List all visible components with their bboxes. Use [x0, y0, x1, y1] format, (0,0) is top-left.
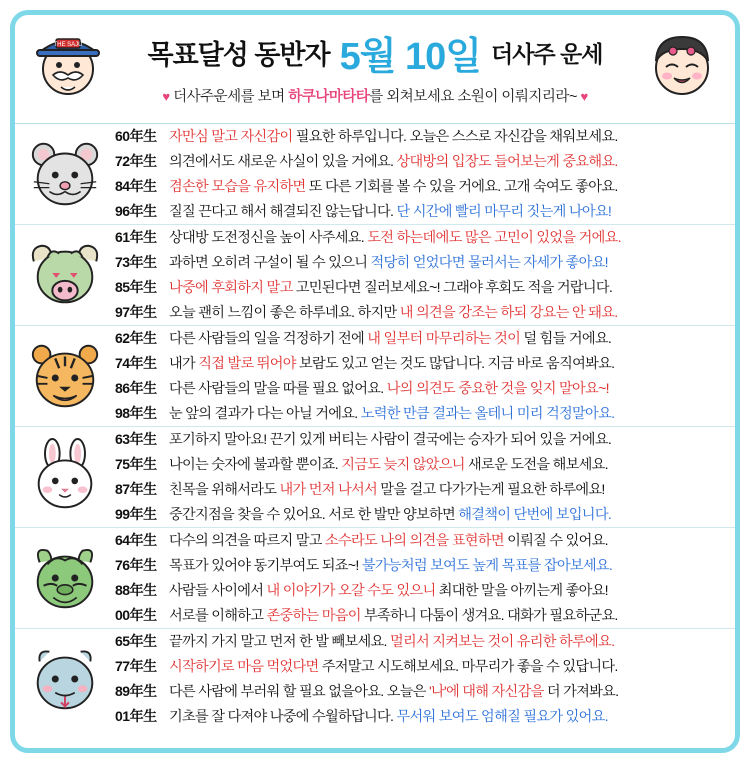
- fortune-line: [115, 275, 727, 300]
- heart-left-icon: ♥: [162, 89, 170, 104]
- brand-title: 더사주 운세: [490, 40, 603, 67]
- date-title: 5월 10일: [339, 35, 481, 78]
- page-title: 목표달성 동반자: [147, 39, 330, 70]
- rat-icon: [26, 135, 104, 213]
- birth-year-label: 84年生: [115, 178, 157, 194]
- fortune-text-part: 과하면 오히려 구설이 될 수 있으니: [169, 255, 371, 271]
- fortune-text-part: 도전 하는데에도 많은 고민이 있었을 거에요.: [367, 230, 621, 246]
- fortune-text-part: 겸손한 모습을 유지하면: [169, 179, 306, 195]
- fortune-line: [115, 603, 727, 628]
- fortune-text-part: 내 의견을 강조는 하되 강요는 안 돼요.: [399, 305, 618, 321]
- animal-cell: [15, 438, 115, 516]
- zodiac-row: [15, 628, 735, 729]
- fortune-text-part: 다른 사람들의 말을 따를 필요 없어요.: [169, 381, 387, 397]
- fortune-text-part: 새로운 도전을 해보세요.: [464, 457, 608, 473]
- dragon-icon: [26, 539, 104, 617]
- zodiac-row: [15, 224, 735, 325]
- fortune-text-part: 보람도 있고 얻는 것도 많답니다. 지금 바로 움직여봐요.: [295, 356, 615, 372]
- woman-mascot-icon: [643, 23, 721, 101]
- fortune-text-part: 존중하는 마음이: [266, 608, 361, 624]
- birth-year-label: 61年生: [115, 229, 157, 245]
- fortune-text-part: 나중에 후회하지 말고: [169, 280, 293, 296]
- fortune-text: [169, 630, 614, 655]
- birth-year-label: 73年生: [115, 254, 157, 270]
- fortune-text-part: 내 일부터 마무리하는 것이: [367, 331, 521, 347]
- fortune-line: [115, 376, 727, 401]
- fortune-text: [169, 428, 611, 453]
- birth-year-label: 97年生: [115, 304, 157, 320]
- fortune-text-part: 또 다른 기회를 볼 수 있을 거에요. 고개 숙여도 좋아요.: [305, 179, 618, 195]
- fortune-line: [115, 225, 727, 250]
- subtitle-wish: 소원이 이뤄지리라~: [457, 89, 577, 105]
- birth-year-label: 01年生: [115, 708, 157, 724]
- birth-year-label: 63年生: [115, 431, 157, 447]
- fortune-text-part: 내가 먼저 나서서: [279, 482, 378, 498]
- fortune-text-part: 필요한 하루입니다. 오늘은 스스로 자신감을 채워보세요.: [292, 129, 618, 145]
- fortune-text-part: 내 이야기가 오갈 수도 있으니: [266, 583, 436, 599]
- fortune-line: [115, 528, 727, 553]
- fortune-text: [169, 150, 618, 175]
- fortune-text-part: 포기하지 말아요! 끈기 있게 버티는 사람이 결국에는 승자가 되어 있을 거에요.: [169, 432, 612, 448]
- fortune-text: [169, 125, 618, 150]
- fortune-lines: [115, 225, 735, 325]
- fortune-text: [169, 503, 611, 528]
- subtitle-pre: 더사주운세를 보며: [173, 89, 289, 105]
- birth-year-label: 60年生: [115, 128, 157, 144]
- birth-year-label: 88年生: [115, 582, 157, 598]
- birth-year-label: 74年生: [115, 355, 157, 371]
- fortune-text: [169, 705, 608, 730]
- fortune-text-part: 다른 사람들의 일을 걱정하기 전에: [169, 331, 368, 347]
- fortune-text: [169, 680, 618, 705]
- fortune-line: [115, 452, 727, 477]
- fortune-line: [115, 654, 727, 679]
- fortune-text: [169, 352, 614, 377]
- fortune-line: [115, 553, 727, 578]
- animal-cell: [15, 337, 115, 415]
- fortune-text-part: 친목을 위해서라도: [169, 482, 280, 498]
- fortune-line: [115, 124, 727, 149]
- fortune-text: [169, 200, 611, 225]
- zodiac-row: [15, 426, 735, 527]
- fortune-line: [115, 351, 727, 376]
- fortune-line: [115, 427, 727, 452]
- fortune-text-part: 오늘 괜히 느낌이 좋은 하루네요. 하지만: [169, 305, 400, 321]
- fortune-text: [169, 554, 612, 579]
- tiger-icon: [26, 337, 104, 415]
- fortune-text-part: 해결책이 단번에 보입니다.: [458, 507, 612, 523]
- fortune-line: [115, 174, 727, 199]
- fortune-text-part: 불가능처럼 보여도 높게 목표를 잡아보세요.: [361, 558, 613, 574]
- fortune-text: [169, 529, 608, 554]
- fortune-text-part: 더 가져봐요.: [543, 684, 619, 700]
- fortune-text-part: 나의 의견도 중요한 것을 잊지 말아요~!: [386, 381, 609, 397]
- svg-text:THE SAJU: THE SAJU: [53, 42, 83, 48]
- fortune-text-part: 다른 사람에 부러워 할 필요 없을아요. 오늘은: [169, 684, 430, 700]
- fortune-line: [115, 326, 727, 351]
- fortune-text-part: 적당히 얻었다면 물러서는 자세가 좋아요!: [370, 255, 608, 271]
- fortune-text-part: 상대방의 입장도 들어보는게 중요해요.: [396, 154, 618, 170]
- birth-year-label: 77年生: [115, 658, 157, 674]
- birth-year-label: 65年生: [115, 633, 157, 649]
- fortune-text-part: 질질 끈다고 해서 해결되진 않는답니다.: [169, 204, 397, 220]
- fortune-text-part: '나'에 대해 자신감을: [429, 684, 544, 700]
- fortune-text: [169, 301, 618, 326]
- fortune-line: [115, 629, 727, 654]
- animal-cell: [15, 135, 115, 213]
- fortune-text-part: 기초를 잘 다져야 나중에 수월하답니다.: [169, 709, 397, 725]
- fortune-lines: [115, 629, 735, 729]
- fortune-text: [169, 276, 612, 301]
- title-row: [25, 21, 725, 83]
- fortune-text-part: 눈 앞의 결과가 다는 아닐 거에요.: [169, 406, 361, 422]
- zodiac-row: [15, 527, 735, 628]
- birth-year-label: 62年生: [115, 330, 157, 346]
- fortune-text-part: 부족하니 다툼이 생겨요. 대화가 필요하군요.: [360, 608, 618, 624]
- fortune-text: [169, 175, 618, 200]
- fortune-lines: [115, 427, 735, 527]
- fortune-line: [115, 477, 727, 502]
- fortune-text: [169, 604, 618, 629]
- birth-year-label: 64年生: [115, 532, 157, 548]
- fortune-text: [169, 655, 618, 680]
- fortune-line: [115, 149, 727, 174]
- fortune-line: [115, 250, 727, 275]
- heart-right-icon: ♥: [580, 89, 588, 104]
- fortune-text-part: 서로를 이해하고: [169, 608, 267, 624]
- zodiac-row: [15, 325, 735, 426]
- fortune-text-part: 덜 힘들 거에요.: [520, 331, 612, 347]
- fortune-text-part: 시작하기로 마음 먹었다면: [169, 659, 319, 675]
- fortune-text-part: 다수의 의견을 따르지 말고: [169, 533, 326, 549]
- fortune-text: [169, 327, 611, 352]
- birth-year-label: 89年生: [115, 683, 157, 699]
- fortune-line: [115, 199, 727, 224]
- fortune-text-part: 내가: [169, 356, 199, 372]
- fortune-text-part: 직접 발로 뛰어야: [198, 356, 296, 372]
- subtitle-mid: 를 외쳐보세요: [369, 89, 458, 105]
- birth-year-label: 87年生: [115, 481, 157, 497]
- birth-year-label: 98年生: [115, 405, 157, 421]
- fortune-text: [169, 226, 621, 251]
- fortune-text: [169, 579, 608, 604]
- fortune-lines: [115, 124, 735, 224]
- fortune-line: [115, 401, 727, 426]
- snake-icon: [26, 640, 104, 718]
- animal-cell: [15, 236, 115, 314]
- fortune-text-part: 나이는 숫자에 불과할 뿐이죠.: [169, 457, 342, 473]
- fortune-text: [169, 453, 608, 478]
- fortune-text-part: 주저말고 시도해보세요. 마무리가 좋을 수 있답니다.: [318, 659, 618, 675]
- birth-year-label: 86年生: [115, 380, 157, 396]
- fortune-text-part: 상대방 도전정신을 높이 사주세요.: [169, 230, 368, 246]
- birth-year-label: 96年生: [115, 203, 157, 219]
- animal-cell: [15, 640, 115, 718]
- fortune-text-part: 무서워 보여도 엄해질 필요가 있어요.: [396, 709, 608, 725]
- fortune-line: [115, 704, 727, 729]
- fortune-text-part: 이뤄질 수 있어요.: [503, 533, 608, 549]
- fortune-text-part: 목표가 있어야 동기부여도 되죠~!: [169, 558, 362, 574]
- ox-icon: [26, 236, 104, 314]
- subtitle: [25, 85, 725, 106]
- fortune-text-part: 사람들 사이에서: [169, 583, 267, 599]
- birth-year-label: 00年生: [115, 607, 157, 623]
- fortune-text-part: 중간지점을 찾을 수 있어요. 서로 한 발만 양보하면: [169, 507, 459, 523]
- fortune-text-part: 멀리서 지켜보는 것이 유리한 하루에요.: [390, 634, 615, 650]
- fortune-lines: [115, 528, 735, 628]
- birth-year-label: 85年生: [115, 279, 157, 295]
- birth-year-label: 76年生: [115, 557, 157, 573]
- birth-year-label: 75年生: [115, 456, 157, 472]
- animal-cell: [15, 539, 115, 617]
- old-man-mascot-icon: [29, 23, 107, 101]
- fortune-line: [115, 679, 727, 704]
- fortune-lines: [115, 326, 735, 426]
- fortune-text-part: 끝까지 가지 말고 먼저 한 발 빼보세요.: [169, 634, 391, 650]
- fortune-text-part: 노력한 만큼 결과는 올테니 미리 걱정말아요.: [360, 406, 615, 422]
- fortune-text: [169, 251, 608, 276]
- fortune-text-part: 단 시간에 빨리 마무리 짓는게 나아요!: [396, 204, 612, 220]
- birth-year-label: 99年生: [115, 506, 157, 522]
- zodiac-row: [15, 123, 735, 224]
- birth-year-label: 72年生: [115, 153, 157, 169]
- poster-frame: [10, 10, 740, 753]
- fortune-line: [115, 578, 727, 603]
- fortune-text: [169, 402, 614, 427]
- header: [15, 15, 735, 123]
- fortune-text-part: 지금도 늦지 않았으니: [341, 457, 465, 473]
- fortune-text-part: 자만심 말고 자신감이: [169, 129, 293, 145]
- fortune-text: [169, 377, 609, 402]
- fortune-text-part: 말을 걸고 다가가는게 필요한 하루에요!: [377, 482, 605, 498]
- fortune-line: [115, 502, 727, 527]
- fortune-text-part: 의견에서도 새로운 사실이 있을 거에요.: [169, 154, 397, 170]
- rabbit-icon: [26, 438, 104, 516]
- subtitle-highlight: 하쿠나마타타: [288, 89, 370, 105]
- fortune-text: [169, 478, 605, 503]
- fortune-text-part: 최대한 말을 아끼는게 좋아요!: [435, 583, 608, 599]
- zodiac-list: [15, 123, 735, 729]
- fortune-line: [115, 300, 727, 325]
- fortune-text-part: 소수라도 나의 의견을 표현하면: [325, 533, 504, 549]
- fortune-text-part: 고민된다면 질러보세요~! 그래야 후회도 적을 거랍니다.: [292, 280, 613, 296]
